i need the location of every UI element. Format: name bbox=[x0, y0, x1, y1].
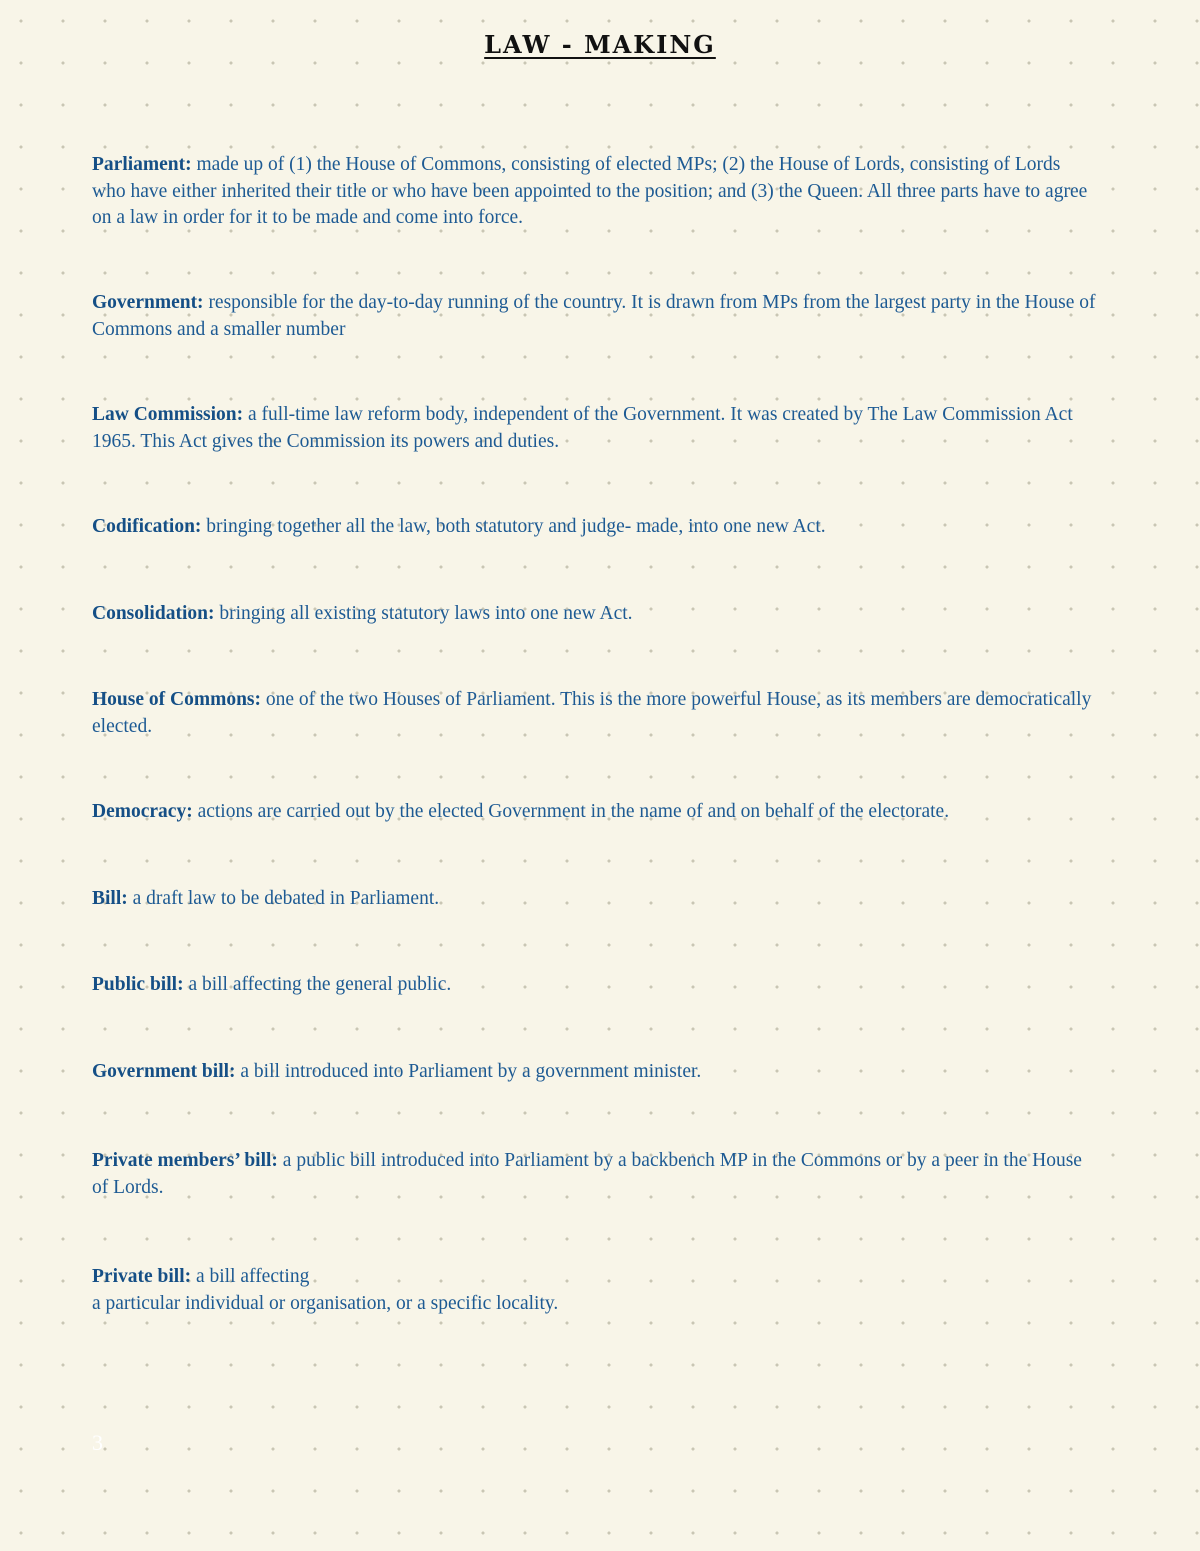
glossary-definition: one of the two Houses of Parliament. This is the more powerful House, as its members are democratically elected. bbox=[92, 689, 1092, 737]
glossary-term: Codification: bbox=[92, 516, 202, 537]
glossary-definition: a bill affecting bbox=[195, 1266, 310, 1287]
page-title: LAW - MAKING bbox=[484, 30, 716, 59]
page-number: 3 bbox=[92, 1430, 103, 1455]
glossary-entry-government-bill bbox=[92, 1059, 1097, 1086]
glossary-term: Parliament: bbox=[92, 154, 192, 175]
glossary-definition-continued: a particular individual or organisation, or a specific locality. bbox=[92, 1292, 559, 1314]
glossary-entry-house-of-commons bbox=[92, 687, 1097, 740]
glossary-entry-codification bbox=[92, 514, 1097, 541]
glossary-entry-public-bill bbox=[92, 972, 1097, 999]
glossary-entry-law-commission bbox=[92, 402, 1097, 455]
glossary-definition: made up of (1) the House of Commons, consisting of elected MPs; (2) the House of Lords, consisting of Lords who have either inherited their title or who have been appointed to the position; and (3) the Queen. All three parts have to agree on a law in order for it to be made and come into force. bbox=[92, 154, 1088, 228]
glossary-entry-government bbox=[92, 290, 1097, 343]
glossary-definition: responsible for the day-to-day running of the country. It is drawn from MPs from the largest party in the House of Commons and a smaller number bbox=[92, 292, 1096, 340]
glossary-entry-democracy bbox=[92, 799, 1097, 826]
glossary-term: Consolidation: bbox=[92, 603, 215, 624]
glossary-definition: a bill introduced into Parliament by a government minister. bbox=[240, 1061, 702, 1082]
glossary-definition: a bill affecting the general public. bbox=[188, 974, 452, 995]
glossary-definition: bringing together all the law, both statutory and judge- made, into one new Act. bbox=[206, 516, 826, 537]
glossary-entry-consolidation bbox=[92, 601, 1097, 628]
glossary-entry-bill bbox=[92, 886, 1097, 913]
glossary-term: Private members’ bill: bbox=[92, 1150, 278, 1171]
glossary-definition: a public bill introduced into Parliament by a backbench MP in the Commons or by a peer in the House of Lords. bbox=[92, 1150, 1082, 1198]
glossary-term: Government bill: bbox=[92, 1061, 236, 1082]
glossary-term: Private bill: bbox=[92, 1266, 192, 1287]
glossary-definition: a draft law to be debated in Parliament. bbox=[132, 888, 440, 909]
glossary-term: Government: bbox=[92, 292, 204, 313]
glossary-entry-parliament bbox=[92, 152, 1097, 232]
glossary-entry-private-members-bill bbox=[92, 1148, 1097, 1201]
glossary-definition: actions are carried out by the elected Government in the name of and on behalf of the electorate. bbox=[197, 801, 950, 822]
glossary-entry-private-bill bbox=[92, 1264, 1097, 1317]
glossary-term: Public bill: bbox=[92, 974, 184, 995]
glossary-term: Democracy: bbox=[92, 801, 193, 822]
glossary-definition: a full-time law reform body, independent of the Government. It was created by The Law Commission Act 1965. This Act gives the Commission its powers and duties. bbox=[92, 404, 1073, 452]
glossary-definition: bringing all existing statutory laws into one new Act. bbox=[219, 603, 633, 624]
glossary-term: Law Commission: bbox=[92, 404, 244, 425]
glossary-term: Bill: bbox=[92, 888, 128, 909]
glossary-term: House of Commons: bbox=[92, 689, 261, 710]
